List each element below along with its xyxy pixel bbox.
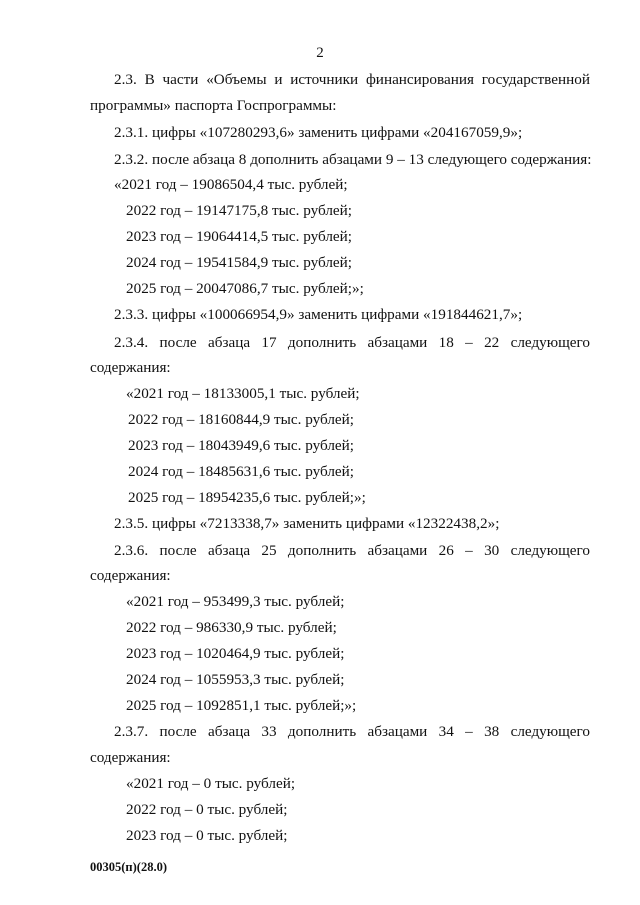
document-code: 00305(п)(28.0)	[90, 860, 167, 874]
paragraph-2-3-7-line-2: содержания:	[90, 749, 171, 766]
block3-line-2025: 2025 год – 1092851,1 тыс. рублей;»;	[126, 697, 357, 714]
page-number: 2	[316, 45, 324, 61]
block3-line-2022: 2022 год – 986330,9 тыс. рублей;	[126, 619, 337, 636]
paragraph-2-3-3: 2.3.3. цифры «100066954,9» заменить цифрами «191844621,7»;	[114, 306, 523, 323]
block2-line-2021: «2021 год – 18133005,1 тыс. рублей;	[126, 385, 360, 402]
block2-line-2024: 2024 год – 18485631,6 тыс. рублей;	[128, 463, 355, 480]
paragraph-2-3-4-line-2: содержания:	[90, 359, 171, 376]
block2-line-2022: 2022 год – 18160844,9 тыс. рублей;	[128, 411, 355, 428]
paragraph-2-3-2: 2.3.2. после абзаца 8 дополнить абзацами 9 – 13 следующего содержания:	[114, 151, 592, 168]
paragraph-2-3-4-line-1: 2.3.4. после абзаца 17 дополнить абзацами 18 – 22 следующего	[114, 334, 590, 351]
block1-line-2023: 2023 год – 19064414,5 тыс. рублей;	[126, 228, 353, 245]
block1-line-2025: 2025 год – 20047086,7 тыс. рублей;»;	[126, 280, 364, 297]
paragraph-2-3-5: 2.3.5. цифры «7213338,7» заменить цифрами «12322438,2»;	[114, 515, 500, 532]
paragraph-2-3-6-line-1: 2.3.6. после абзаца 25 дополнить абзацами 26 – 30 следующего	[114, 542, 590, 559]
paragraph-2-3-7-line-1: 2.3.7. после абзаца 33 дополнить абзацами 34 – 38 следующего	[114, 723, 590, 740]
paragraph-2-3-line-1: 2.3. В части «Объемы и источники финансирования государственной	[114, 71, 590, 88]
block4-line-2022: 2022 год – 0 тыс. рублей;	[126, 801, 288, 818]
block2-line-2023: 2023 год – 18043949,6 тыс. рублей;	[128, 437, 355, 454]
paragraph-2-3-line-2: программы» паспорта Госпрограммы:	[90, 97, 337, 114]
block4-line-2021: «2021 год – 0 тыс. рублей;	[126, 775, 296, 792]
block4-line-2023: 2023 год – 0 тыс. рублей;	[126, 827, 288, 844]
block3-line-2021: «2021 год – 953499,3 тыс. рублей;	[126, 593, 345, 610]
paragraph-2-3-1: 2.3.1. цифры «107280293,6» заменить цифрами «204167059,9»;	[114, 124, 523, 141]
paragraph-2-3-6-line-2: содержания:	[90, 567, 171, 584]
block1-line-2022: 2022 год – 19147175,8 тыс. рублей;	[126, 202, 353, 219]
block2-line-2025: 2025 год – 18954235,6 тыс. рублей;»;	[128, 489, 366, 506]
block3-line-2023: 2023 год – 1020464,9 тыс. рублей;	[126, 645, 345, 662]
block1-line-2021: «2021 год – 19086504,4 тыс. рублей;	[114, 176, 348, 193]
block1-line-2024: 2024 год – 19541584,9 тыс. рублей;	[126, 254, 353, 271]
block3-line-2024: 2024 год – 1055953,3 тыс. рублей;	[126, 671, 345, 688]
